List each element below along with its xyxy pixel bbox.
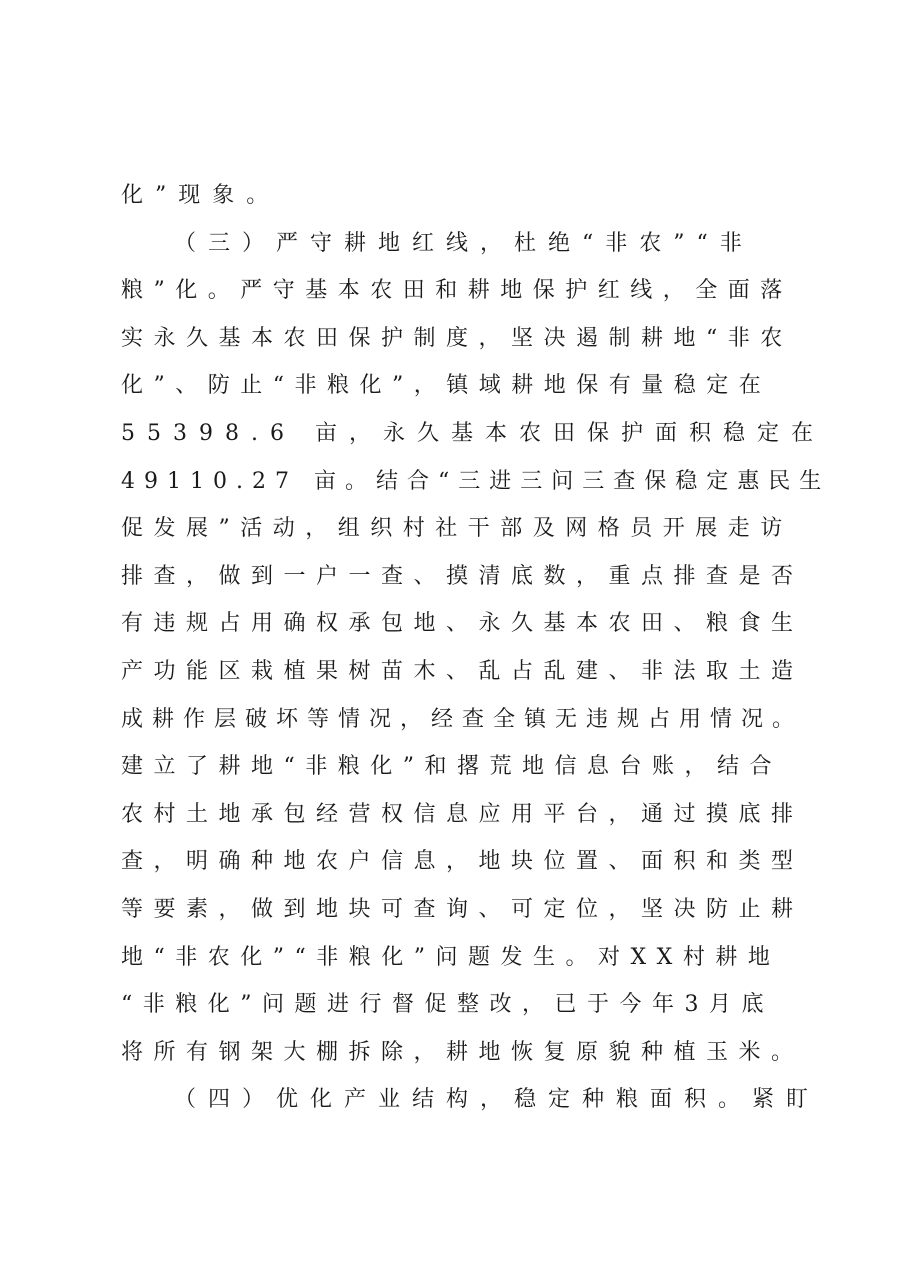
body-line: 地“非农化”“非粮化”问题发生。对XX村耕地 bbox=[121, 944, 781, 970]
body-line: 实永久基本农田保护制度，坚决遏制耕地“非农 bbox=[121, 325, 793, 351]
body-line: 将所有钢架大棚拆除，耕地恢复原貌种植玉米。 bbox=[121, 1039, 804, 1065]
section-heading-3: （三）严守耕地红线，杜绝“非农”“非 bbox=[174, 230, 754, 256]
body-line: 成耕作层破坏等情况，经查全镇无违规占用情况。 bbox=[121, 706, 804, 732]
body-line: “非粮化”问题进行督促整改，已于今年3月底 bbox=[121, 992, 774, 1018]
body-line: 建立了耕地“非粮化”和撂荒地信息台账，结合 bbox=[121, 754, 782, 780]
body-line: 粮”化。严守基本农田和耕地保护红线，全面落 bbox=[121, 278, 793, 304]
body-line: 查，明确种地农户信息，地块位置、面积和类型 bbox=[121, 849, 804, 875]
document-body bbox=[121, 176, 831, 1128]
body-line: 化”现象。 bbox=[121, 183, 281, 208]
body-line: 49110.27 亩。结合“三进三问三查保稳定惠民生 bbox=[121, 468, 831, 494]
body-line: 农村土地承包经营权信息应用平台，通过摸底排 bbox=[121, 801, 804, 827]
body-line: 促发展”活动，组织村社干部及网格员开展走访 bbox=[121, 516, 793, 542]
body-line: 排查，做到一户一查、摸清底数，重点排查是否 bbox=[121, 563, 804, 589]
body-line: 有违规占用确权承包地、永久基本农田、粮食生 bbox=[121, 611, 804, 637]
body-line: 55398.6 亩，永久基本农田保护面积稳定在 bbox=[121, 420, 825, 446]
body-line: 产功能区栽植果树苗木、乱占乱建、非法取土造 bbox=[121, 658, 804, 684]
body-line: 等要素，做到地块可查询、可定位，坚决防止耕 bbox=[121, 896, 804, 922]
body-line: 化”、防止“非粮化”，镇域耕地保有量稳定在 bbox=[121, 373, 772, 399]
section-heading-4: （四）优化产业结构，稳定种粮面积。紧盯 bbox=[174, 1087, 821, 1113]
